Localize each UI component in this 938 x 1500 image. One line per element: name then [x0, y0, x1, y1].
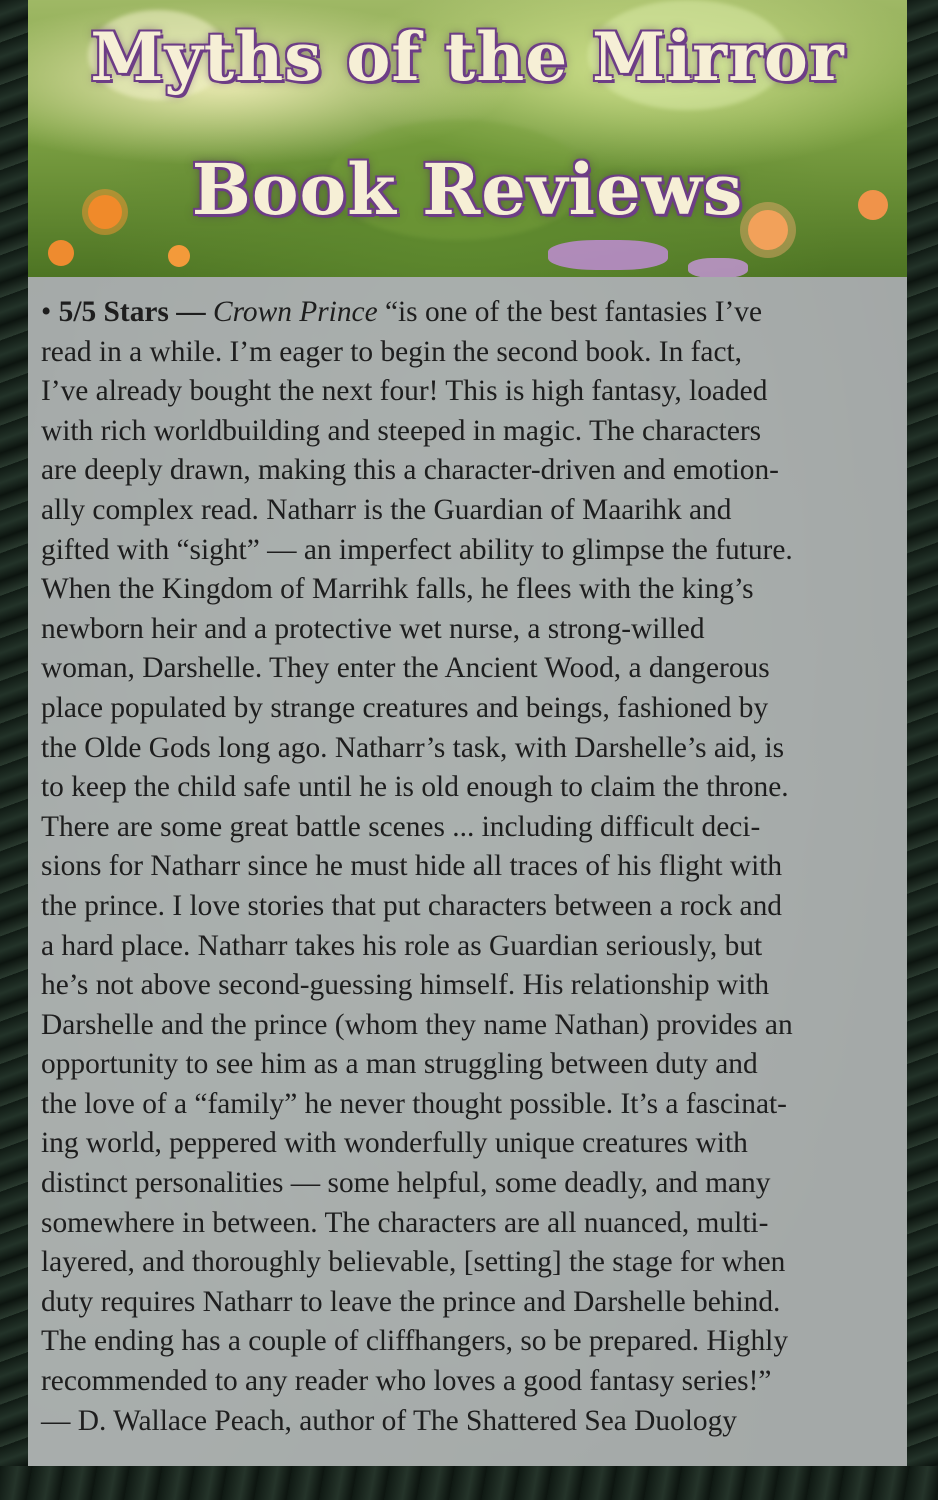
review-line: the Olde Gods long ago. Natharr’s task, with Darshelle’s aid, is [41, 731, 785, 764]
review-line: When the Kingdom of Marrihk falls, he flees with the king’s [41, 573, 754, 606]
review-line: ally complex read. Natharr is the Guardian of Maarihk and [41, 493, 732, 526]
banner-title-line2: Book Reviews [191, 148, 744, 231]
review-line: he’s not above second-guessing himself. His relationship with [41, 969, 770, 1002]
review-line: The ending has a couple of cliffhangers, so be prepared. Highly [41, 1325, 789, 1358]
banner-title-line1: Myths of the Mirror [90, 18, 845, 96]
rating-label: 5/5 Stars — [58, 296, 206, 328]
review-line: a hard place. Natharr takes his role as Guardian seriously, but [41, 929, 763, 962]
review-line: somewhere in between. The characters are all nuanced, multi- [41, 1206, 769, 1239]
bullet-icon: • [41, 296, 52, 328]
review-line: ing world, peppered with wonderfully unique creatures with [41, 1127, 748, 1160]
review-line: sions for Natharr since he must hide all traces of his flight with [41, 850, 783, 883]
book-title: Crown Prince [212, 296, 378, 328]
background-foliage-left [0, 0, 28, 1500]
orange-flower-icon [168, 245, 190, 267]
review-line: There are some great battle scenes ... including difficult deci- [41, 810, 761, 843]
background-foliage-right [907, 0, 938, 1500]
review-line: distinct personalities — some helpful, some deadly, and many [41, 1167, 771, 1200]
review-line: place populated by strange creatures and beings, fashioned by [41, 691, 769, 724]
review-panel [28, 277, 907, 1466]
background-foliage-bottom [0, 1466, 938, 1500]
review-line: woman, Darshelle. They enter the Ancient Wood, a dangerous [41, 652, 770, 685]
review-line: to keep the child safe until he is old enough to claim the throne. [41, 771, 789, 804]
purple-flowers-icon [688, 258, 748, 277]
review-line: Darshelle and the prince (whom they name Nathan) provides an [41, 1008, 793, 1041]
review-line: I’ve already bought the next four! This is high fantasy, loaded [41, 375, 768, 408]
purple-flowers-icon [548, 240, 668, 270]
review-text [41, 293, 903, 1441]
review-line: with rich worldbuilding and steeped in magic. The characters [41, 414, 762, 447]
review-attribution: — D. Wallace Peach, author of The Shattered Sea Duology [41, 1404, 738, 1437]
review-line: layered, and thoroughly believable, [setting] the stage for when [41, 1246, 786, 1279]
review-line: duty requires Natharr to leave the prince and Darshelle behind. [41, 1285, 781, 1318]
review-line: the prince. I love stories that put characters between a rock and [41, 889, 782, 922]
review-line: recommended to any reader who loves a good fantasy series!” [41, 1365, 772, 1398]
orange-flower-icon [48, 240, 74, 266]
review-line: gifted with “sight” — an imperfect ability to glimpse the future. [41, 533, 793, 566]
review-line: opportunity to see him as a man struggling between duty and [41, 1048, 758, 1081]
review-line: newborn heir and a protective wet nurse, a strong-willed [41, 612, 705, 645]
review-line: read in a while. I’m eager to begin the second book. In fact, [41, 335, 743, 368]
header-banner [28, 0, 907, 277]
review-line: are deeply drawn, making this a character-driven and emotion- [41, 454, 779, 487]
review-line: “is one of the best fantasies I’ve [377, 296, 763, 328]
review-line: the love of a “family” he never thought possible. It’s a fascinat- [41, 1087, 787, 1120]
